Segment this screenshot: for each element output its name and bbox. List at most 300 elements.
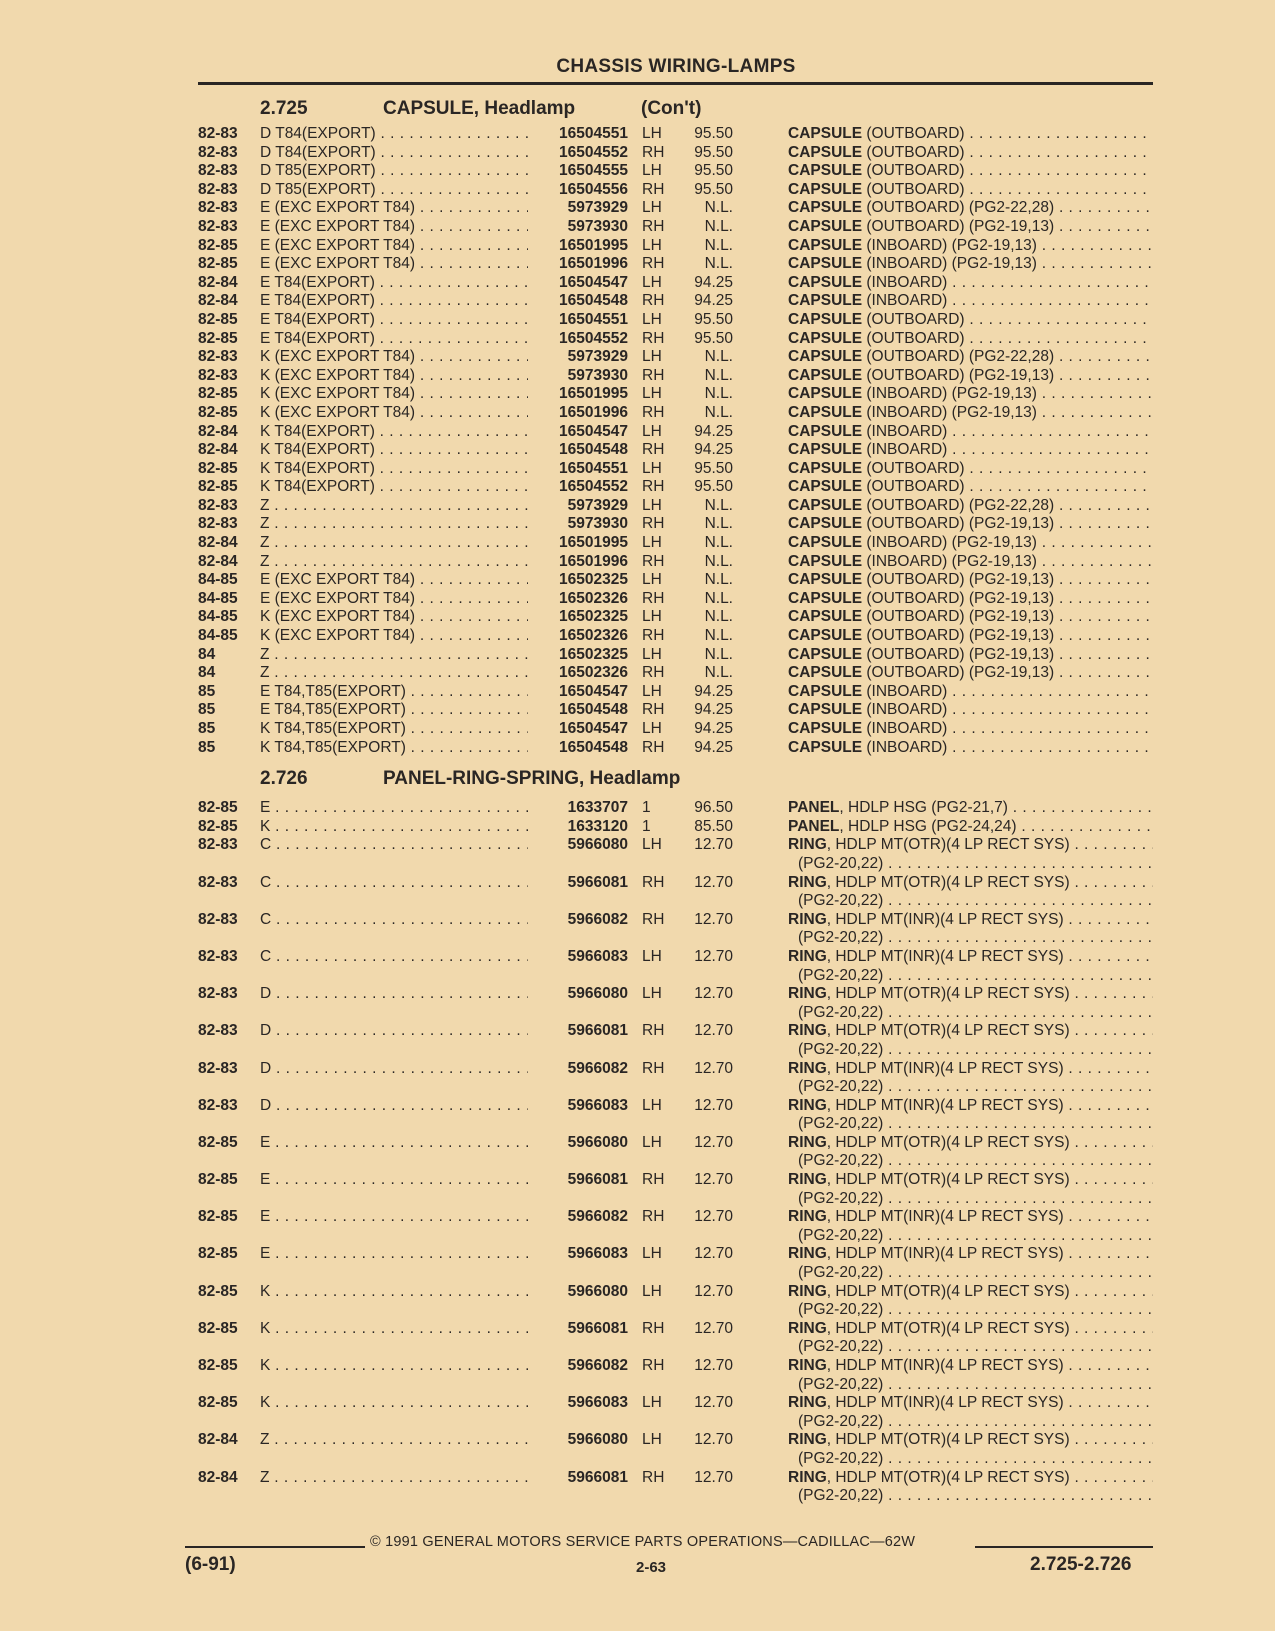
description (788, 627, 1153, 646)
model-years: 82-85 (198, 236, 238, 254)
part-name: CAPSULE (788, 608, 863, 626)
part-name: CAPSULE (788, 459, 863, 477)
description (788, 292, 1153, 311)
model-years: 82-83 (198, 910, 238, 928)
price: 95.50 (694, 310, 733, 328)
application: K T84(EXPORT) . . . (260, 441, 528, 460)
price: 94.25 (694, 273, 733, 291)
description (788, 664, 1153, 683)
quantity: LH (642, 836, 662, 854)
description-text: (OUTBOARD) (PG2-19,13) (862, 515, 1055, 533)
part-row (198, 1469, 1153, 1506)
quantity: RH (642, 1171, 665, 1189)
application: E T84(EXPORT) . . . (260, 330, 528, 349)
application: E . . . (260, 1208, 528, 1227)
description (788, 1357, 1153, 1376)
model-years: 82-85 (198, 1208, 238, 1226)
model-years: 82-83 (198, 1059, 238, 1077)
application: Z . . . (260, 1431, 528, 1450)
price: 12.70 (694, 873, 733, 891)
part-number: 5973929 (567, 199, 628, 217)
part-number: 16501995 (559, 534, 628, 552)
description (788, 1171, 1153, 1190)
part-name: RING (788, 985, 827, 1003)
part-row (198, 162, 1153, 181)
application: E T84,T85(EXPORT) . . . (260, 683, 528, 702)
part-number: 1633120 (567, 817, 628, 835)
part-number: 16504548 (559, 441, 628, 459)
price: N.L. (704, 515, 733, 533)
model-years: 82-83 (198, 1096, 238, 1114)
quantity: LH (642, 1282, 662, 1300)
description-text: (INBOARD) (PG2-19,13) (862, 255, 1037, 273)
description (788, 534, 1153, 553)
price: 94.25 (694, 441, 733, 459)
part-name: CAPSULE (788, 645, 863, 663)
application: D T84(EXPORT) . . . (260, 125, 528, 144)
part-name: RING (788, 1394, 827, 1412)
price: 94.25 (694, 701, 733, 719)
description-text: , HDLP MT(INR)(4 LP RECT SYS) (826, 947, 1064, 965)
application: E (EXC EXPORT T84) . . . (260, 199, 528, 218)
part-number: 5966081 (567, 1022, 628, 1040)
part-number: 5966081 (567, 1319, 628, 1337)
description (788, 218, 1153, 237)
model-years: 82-84 (198, 552, 238, 570)
description (788, 818, 1153, 837)
part-name: CAPSULE (788, 217, 863, 235)
description-text: , HDLP MT(OTR)(4 LP RECT SYS) (826, 985, 1070, 1003)
footer-date-code: (6-91) (185, 1554, 236, 1575)
price: N.L. (704, 571, 733, 589)
price: N.L. (704, 645, 733, 663)
quantity: RH (642, 217, 665, 235)
part-number: 5966082 (567, 1357, 628, 1374)
part-name: RING (788, 1282, 827, 1300)
price: 12.70 (694, 1394, 733, 1412)
description-continued: (PG2-20,22) . . . (798, 1115, 1153, 1134)
price: 12.70 (694, 1059, 733, 1077)
model-years: 84 (198, 645, 216, 663)
description-continued: (PG2-20,22) . . . (798, 1487, 1153, 1506)
application: Z . . . (260, 646, 528, 665)
description-text: , HDLP MT(INR)(4 LP RECT SYS) (826, 1245, 1064, 1263)
part-name: CAPSULE (788, 682, 863, 700)
description-text: (OUTBOARD) (862, 459, 965, 477)
model-years: 82-83 (198, 199, 238, 217)
description-continued: (PG2-20,22) . . . (798, 1301, 1153, 1320)
model-years: 82-85 (198, 1133, 238, 1151)
model-years: 82-83 (198, 366, 238, 384)
model-years: 82-85 (198, 1171, 238, 1189)
part-row (198, 1022, 1153, 1059)
model-years: 84-85 (198, 589, 238, 607)
part-name: CAPSULE (788, 422, 863, 440)
part-number: 5966082 (567, 910, 628, 928)
application: D . . . (260, 1060, 528, 1079)
part-name: CAPSULE (788, 310, 863, 328)
part-row (198, 701, 1153, 720)
description (788, 478, 1153, 497)
part-name: CAPSULE (788, 478, 863, 496)
application: E . . . (260, 799, 528, 818)
description-text: , HDLP MT(INR)(4 LP RECT SYS) (826, 1096, 1064, 1114)
description-text: , HDLP MT(INR)(4 LP RECT SYS) (826, 1394, 1064, 1412)
application: E T84,T85(EXPORT) . . . (260, 701, 528, 720)
model-years: 82-83 (198, 836, 238, 854)
model-years: 82-83 (198, 496, 238, 514)
part-row (198, 818, 1153, 837)
quantity: RH (642, 180, 665, 198)
quantity: RH (642, 910, 665, 928)
quantity: RH (642, 589, 665, 607)
model-years: 82-83 (198, 125, 238, 142)
price: 12.70 (694, 910, 733, 928)
quantity: RH (642, 1468, 665, 1486)
quantity: LH (642, 1096, 662, 1114)
application: E (EXC EXPORT T84) . . . (260, 218, 528, 237)
quantity: RH (642, 701, 665, 719)
description-text: (OUTBOARD) (862, 180, 965, 198)
description (788, 720, 1153, 739)
price: N.L. (704, 199, 733, 217)
description-text: (OUTBOARD) (862, 310, 965, 328)
part-row (198, 460, 1153, 479)
description-text: , HDLP MT(OTR)(4 LP RECT SYS) (826, 1468, 1070, 1486)
quantity: RH (642, 366, 665, 384)
price: 94.25 (694, 292, 733, 310)
description-continued: (PG2-20,22) . . . (798, 1004, 1153, 1023)
price: 12.70 (694, 1171, 733, 1189)
quantity: RH (642, 1208, 665, 1226)
quantity: RH (642, 1022, 665, 1040)
application: E . . . (260, 1134, 528, 1153)
description-continued: (PG2-20,22) . . . (798, 1264, 1153, 1283)
description (788, 497, 1153, 516)
application: Z . . . (260, 664, 528, 683)
part-number: 16504548 (559, 292, 628, 310)
part-number: 16504548 (559, 701, 628, 719)
description (788, 1245, 1153, 1264)
price: N.L. (704, 496, 733, 514)
model-years: 82-83 (198, 985, 238, 1003)
model-years: 82-84 (198, 1468, 238, 1486)
part-row (198, 497, 1153, 516)
part-row (198, 423, 1153, 442)
description-text: , HDLP MT(OTR)(4 LP RECT SYS) (826, 1171, 1070, 1189)
part-number: 5966080 (567, 1431, 628, 1449)
price: N.L. (704, 348, 733, 366)
part-name: CAPSULE (788, 571, 863, 589)
part-row (198, 664, 1153, 683)
quantity: RH (642, 1357, 665, 1374)
part-row (198, 218, 1153, 237)
description-text: (INBOARD) (PG2-19,13) (862, 236, 1037, 254)
application: D T85(EXPORT) . . . (260, 181, 528, 200)
description (788, 199, 1153, 218)
quantity: LH (642, 310, 662, 328)
quantity: LH (642, 422, 662, 440)
quantity: LH (642, 571, 662, 589)
model-years: 85 (198, 682, 216, 700)
application: K T84,T85(EXPORT) . . . (260, 720, 528, 739)
application: K (EXC EXPORT T84) . . . (260, 627, 528, 646)
description (788, 608, 1153, 627)
quantity: RH (642, 329, 665, 347)
model-years: 82-84 (198, 422, 238, 440)
part-row (198, 720, 1153, 739)
price: 85.50 (694, 817, 733, 835)
application: E . . . (260, 1245, 528, 1264)
part-name: CAPSULE (788, 125, 863, 142)
description-text: (INBOARD) (862, 292, 948, 310)
model-years: 82-85 (198, 1319, 238, 1337)
application: K . . . (260, 1320, 528, 1339)
price: 12.70 (694, 1133, 733, 1151)
title-rule (198, 82, 1153, 85)
price: 12.70 (694, 1431, 733, 1449)
application: K T84,T85(EXPORT) . . . (260, 739, 528, 758)
part-name: RING (788, 1431, 827, 1449)
quantity: RH (642, 738, 665, 756)
model-years: 82-85 (198, 255, 238, 273)
price: 95.50 (694, 329, 733, 347)
part-name: CAPSULE (788, 738, 863, 756)
description (788, 683, 1153, 702)
quantity: RH (642, 664, 665, 682)
footer-page-number: 2-63 (636, 1559, 667, 1576)
part-number: 5973929 (567, 348, 628, 366)
model-years: 82-85 (198, 403, 238, 421)
quantity: RH (642, 403, 665, 421)
quantity: LH (642, 348, 662, 366)
application: E T84(EXPORT) . . . (260, 274, 528, 293)
part-name: RING (788, 947, 827, 965)
part-name: CAPSULE (788, 162, 863, 180)
description-text: , HDLP MT(INR)(4 LP RECT SYS) (826, 1208, 1064, 1226)
description-text: , HDLP MT(OTR)(4 LP RECT SYS) (826, 836, 1070, 854)
application: E (EXC EXPORT T84) . . . (260, 571, 528, 590)
description-text: (INBOARD) (862, 441, 948, 459)
part-name: CAPSULE (788, 385, 863, 403)
description (788, 348, 1153, 367)
quantity: RH (642, 552, 665, 570)
price: 12.70 (694, 1208, 733, 1226)
price: 94.25 (694, 720, 733, 737)
description (788, 181, 1153, 200)
part-number: 16504552 (559, 143, 628, 161)
description (788, 460, 1153, 479)
section-name: PANEL-RING-SPRING, Headlamp (383, 768, 681, 790)
model-years: 82-85 (198, 310, 238, 328)
description-continued: (PG2-20,22) . . . (798, 1376, 1153, 1395)
part-row (198, 1097, 1153, 1134)
page-title: CHASSIS WIRING-LAMPS (556, 56, 796, 77)
section-name: CAPSULE, Headlamp (383, 98, 576, 119)
description-text: (OUTBOARD) (862, 329, 965, 347)
application: Z . . . (260, 534, 528, 553)
description (788, 701, 1153, 720)
description-text: (OUTBOARD) (PG2-19,13) (862, 217, 1055, 235)
part-row (198, 1060, 1153, 1097)
description-text: , HDLP MT(OTR)(4 LP RECT SYS) (826, 873, 1070, 891)
quantity: RH (642, 627, 665, 645)
application: Z . . . (260, 497, 528, 516)
application: C . . . (260, 948, 528, 967)
model-years: 82-83 (198, 873, 238, 891)
part-name: CAPSULE (788, 496, 863, 514)
part-row (198, 385, 1153, 404)
application: D T84(EXPORT) . . . (260, 144, 528, 163)
part-number: 5966082 (567, 1059, 628, 1077)
part-row (198, 125, 1153, 144)
model-years: 82-83 (198, 180, 238, 198)
part-name: RING (788, 1319, 827, 1337)
part-name: CAPSULE (788, 441, 863, 459)
price: N.L. (704, 608, 733, 626)
description-text: (INBOARD) (862, 273, 948, 291)
description (788, 948, 1153, 967)
part-row (198, 836, 1153, 873)
description-text: , HDLP MT(INR)(4 LP RECT SYS) (826, 1357, 1064, 1374)
quantity: LH (642, 947, 662, 965)
description-text: (INBOARD) (PG2-19,13) (862, 403, 1037, 421)
description-text: , HDLP MT(INR)(4 LP RECT SYS) (826, 1059, 1064, 1077)
application: D . . . (260, 1097, 528, 1116)
price: 12.70 (694, 1319, 733, 1337)
part-row (198, 237, 1153, 256)
section-number: 2.726 (260, 768, 308, 790)
price: 12.70 (694, 947, 733, 965)
price: 12.70 (694, 836, 733, 854)
part-number: 16504552 (559, 478, 628, 496)
part-number: 1633707 (567, 799, 628, 817)
part-name: CAPSULE (788, 292, 863, 310)
part-name: CAPSULE (788, 534, 863, 552)
quantity: LH (642, 1133, 662, 1151)
part-number: 16502325 (559, 608, 628, 626)
footer-rule-right (975, 1546, 1153, 1548)
part-name: CAPSULE (788, 552, 863, 570)
quantity: LH (642, 608, 662, 626)
price: N.L. (704, 627, 733, 645)
part-row (198, 608, 1153, 627)
part-row (198, 367, 1153, 386)
model-years: 84 (198, 664, 216, 682)
quantity: RH (642, 1059, 665, 1077)
price: 12.70 (694, 1282, 733, 1300)
part-name: RING (788, 873, 827, 891)
application: K T84(EXPORT) . . . (260, 423, 528, 442)
price: 12.70 (694, 1357, 733, 1374)
description (788, 1283, 1153, 1302)
part-number: 5973930 (567, 515, 628, 533)
application: Z . . . (260, 1469, 528, 1488)
model-years: 84-85 (198, 627, 238, 645)
quantity: LH (642, 273, 662, 291)
description-text: (OUTBOARD) (PG2-19,13) (862, 571, 1055, 589)
description (788, 1320, 1153, 1339)
application: K (EXC EXPORT T84) . . . (260, 608, 528, 627)
description (788, 1097, 1153, 1116)
model-years: 82-85 (198, 1357, 238, 1374)
quantity: RH (642, 478, 665, 496)
part-name: CAPSULE (788, 329, 863, 347)
part-name: RING (788, 910, 827, 928)
quantity: LH (642, 1431, 662, 1449)
part-row (198, 985, 1153, 1022)
description-text: , HDLP MT(OTR)(4 LP RECT SYS) (826, 1319, 1070, 1337)
application: C . . . (260, 836, 528, 855)
description (788, 874, 1153, 893)
description-text: (INBOARD) (862, 738, 948, 756)
application: D . . . (260, 1022, 528, 1041)
model-years: 85 (198, 701, 216, 719)
part-number: 5966081 (567, 873, 628, 891)
model-years: 85 (198, 720, 216, 737)
part-number: 16504547 (559, 422, 628, 440)
model-years: 82-85 (198, 385, 238, 403)
part-name: CAPSULE (788, 720, 863, 737)
model-years: 82-85 (198, 1245, 238, 1263)
description-continued: (PG2-20,22) . . . (798, 855, 1153, 874)
application: Z . . . (260, 553, 528, 572)
application: K . . . (260, 1283, 528, 1302)
part-row (198, 553, 1153, 572)
description (788, 274, 1153, 293)
price: 94.25 (694, 422, 733, 440)
part-name: CAPSULE (788, 255, 863, 273)
description (788, 404, 1153, 423)
application: D . . . (260, 985, 528, 1004)
description-text: (INBOARD) (PG2-19,13) (862, 552, 1037, 570)
description-text: (OUTBOARD) (862, 162, 965, 180)
description (788, 237, 1153, 256)
description (788, 1208, 1153, 1227)
part-row (198, 478, 1153, 497)
price: N.L. (704, 236, 733, 254)
description-continued: (PG2-20,22) . . . (798, 1041, 1153, 1060)
description (788, 836, 1153, 855)
price: 12.70 (694, 985, 733, 1003)
part-number: 16504547 (559, 273, 628, 291)
quantity: LH (642, 496, 662, 514)
price: 95.50 (694, 162, 733, 180)
part-name: CAPSULE (788, 143, 863, 161)
application: K (EXC EXPORT T84) . . . (260, 385, 528, 404)
quantity: RH (642, 515, 665, 533)
model-years: 82-84 (198, 292, 238, 310)
application: D T85(EXPORT) . . . (260, 162, 528, 181)
part-name: RING (788, 1357, 827, 1374)
part-name: CAPSULE (788, 348, 863, 366)
description-text: (OUTBOARD) (PG2-22,28) (862, 496, 1055, 514)
part-number: 16504551 (559, 310, 628, 328)
part-row (198, 274, 1153, 293)
price: N.L. (704, 385, 733, 403)
application: Z . . . (260, 515, 528, 534)
description (788, 162, 1153, 181)
part-row (198, 404, 1153, 423)
part-row (198, 255, 1153, 274)
price: 95.50 (694, 143, 733, 161)
description-continued: (PG2-20,22) . . . (798, 1338, 1153, 1357)
description-text: (OUTBOARD) (PG2-22,28) (862, 348, 1055, 366)
part-row (198, 330, 1153, 349)
part-name: CAPSULE (788, 366, 863, 384)
application: K . . . (260, 1394, 528, 1413)
part-number: 5966083 (567, 1394, 628, 1412)
